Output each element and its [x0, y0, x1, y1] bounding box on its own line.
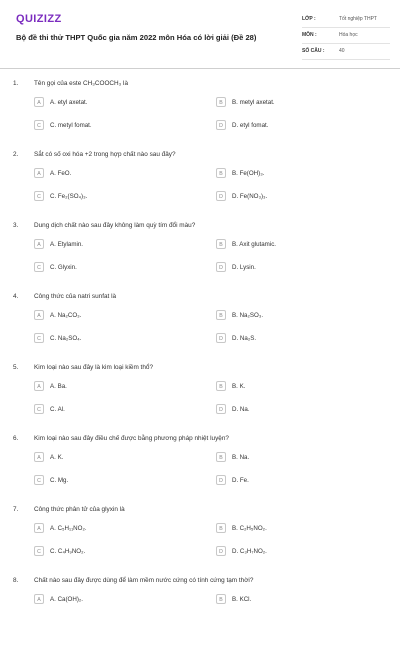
question-number: 2.	[13, 151, 19, 158]
option-text: C. Glyxin.	[50, 264, 77, 271]
question-number: 4.	[13, 293, 19, 300]
option-text: A. C₅H₁₁NO₂.	[50, 525, 87, 532]
option-letter-badge: A	[34, 594, 44, 604]
question-6	[0, 435, 400, 506]
option-letter-badge: A	[34, 523, 44, 533]
option-text: A. Na₂CO₃.	[50, 312, 82, 319]
meta-value: Tốt nghiệp THPT	[339, 16, 377, 22]
option-text: B. Na₂SO₃.	[232, 312, 264, 319]
option-b[interactable]	[216, 523, 376, 534]
option-text: B. C₂H₅NO₂.	[232, 525, 267, 532]
option-letter-badge: B	[216, 523, 226, 533]
question-text: Tên gọi của este CH₃COOCH₃ là	[34, 80, 128, 87]
option-c[interactable]	[34, 262, 194, 273]
option-text: B. K.	[232, 383, 246, 390]
question-text: Công thức phân tử của glyxin là	[34, 506, 125, 513]
option-text: B. Axit glutamic.	[232, 241, 277, 248]
option-a[interactable]	[34, 97, 194, 108]
question-7	[0, 506, 400, 577]
option-letter-badge: B	[216, 594, 226, 604]
option-text: B. KCl.	[232, 596, 252, 603]
worksheet-title: Bộ đề thi thử THPT Quốc gia năm 2022 môn Hóa có lời giải (Đề 28)	[16, 33, 257, 42]
option-b[interactable]	[216, 97, 376, 108]
option-d[interactable]	[216, 262, 376, 273]
meta-value: Hóa học	[339, 32, 358, 38]
question-8	[0, 577, 400, 648]
option-letter-badge: D	[216, 333, 226, 343]
question-text: Dung dịch chất nào sau đây không làm quỳ tím đổi màu?	[34, 222, 196, 229]
option-text: D. Lysin.	[232, 264, 256, 271]
option-d[interactable]	[216, 475, 376, 486]
option-letter-badge: A	[34, 452, 44, 462]
question-text: Sắt có số oxi hóa +2 trong hợp chất nào sau đây?	[34, 151, 176, 158]
option-a[interactable]	[34, 523, 194, 534]
meta-key: LỚP :	[302, 16, 316, 22]
worksheet-header	[0, 0, 400, 69]
option-text: C. Al.	[50, 406, 65, 413]
option-a[interactable]	[34, 381, 194, 392]
option-text: A. Ba.	[50, 383, 67, 390]
option-letter-badge: A	[34, 310, 44, 320]
option-text: D. Na.	[232, 406, 250, 413]
option-c[interactable]	[34, 475, 194, 486]
option-d[interactable]	[216, 404, 376, 415]
question-number: 8.	[13, 577, 19, 584]
option-text: A. K.	[50, 454, 64, 461]
option-d[interactable]	[216, 191, 376, 202]
option-a[interactable]	[34, 452, 194, 463]
option-d[interactable]	[216, 546, 376, 557]
option-c[interactable]	[34, 120, 194, 131]
option-letter-badge: B	[216, 452, 226, 462]
option-c[interactable]	[34, 546, 194, 557]
option-b[interactable]	[216, 381, 376, 392]
option-letter-badge: B	[216, 239, 226, 249]
meta-row-question-count	[302, 44, 390, 60]
option-letter-badge: A	[34, 381, 44, 391]
quizizz-logo: QUIZIZZ	[16, 13, 62, 25]
question-number: 1.	[13, 80, 19, 87]
question-number: 5.	[13, 364, 19, 371]
question-4	[0, 293, 400, 364]
option-text: D. C₃H₇NO₂.	[232, 548, 267, 555]
question-text: Công thức của natri sunfat là	[34, 293, 117, 300]
option-text: C. metyl fomat.	[50, 122, 92, 129]
meta-row-class	[302, 12, 390, 28]
question-2	[0, 151, 400, 222]
option-b[interactable]	[216, 452, 376, 463]
meta-row-subject	[302, 28, 390, 44]
option-letter-badge: C	[34, 546, 44, 556]
question-3	[0, 222, 400, 293]
option-letter-badge: A	[34, 97, 44, 107]
option-text: A. FeO.	[50, 170, 72, 177]
option-letter-badge: B	[216, 168, 226, 178]
question-number: 7.	[13, 506, 19, 513]
option-c[interactable]	[34, 191, 194, 202]
option-b[interactable]	[216, 168, 376, 179]
meta-key: MÔN :	[302, 32, 317, 38]
question-number: 3.	[13, 222, 19, 229]
meta-key: SỐ CÂU :	[302, 48, 325, 54]
option-d[interactable]	[216, 120, 376, 131]
option-text: D. etyl fomat.	[232, 122, 269, 129]
worksheet-meta	[302, 12, 390, 60]
option-letter-badge: C	[34, 191, 44, 201]
option-letter-badge: D	[216, 120, 226, 130]
option-b[interactable]	[216, 239, 376, 250]
option-letter-badge: C	[34, 120, 44, 130]
option-c[interactable]	[34, 404, 194, 415]
option-text: A. etyl axetat.	[50, 99, 88, 106]
option-text: B. metyl axetat.	[232, 99, 275, 106]
option-text: C. Fe₂(SO₄)₃.	[50, 193, 88, 200]
option-letter-badge: C	[34, 333, 44, 343]
question-text: Kim loại nào sau đây điều chế được bằng phương pháp nhiệt luyện?	[34, 435, 229, 442]
option-letter-badge: C	[34, 475, 44, 485]
option-c[interactable]	[34, 333, 194, 344]
option-letter-badge: D	[216, 262, 226, 272]
option-letter-badge: D	[216, 546, 226, 556]
option-letter-badge: D	[216, 475, 226, 485]
question-1	[0, 80, 400, 151]
option-text: B. Na.	[232, 454, 250, 461]
option-letter-badge: B	[216, 97, 226, 107]
question-number: 6.	[13, 435, 19, 442]
option-text: D. Fe(NO₃)₃.	[232, 193, 268, 200]
option-a[interactable]	[34, 239, 194, 250]
option-letter-badge: B	[216, 381, 226, 391]
option-b[interactable]	[216, 310, 376, 321]
option-text: C. Mg.	[50, 477, 69, 484]
option-letter-badge: A	[34, 168, 44, 178]
question-list	[0, 80, 400, 648]
option-text: A. Ca(OH)₂.	[50, 596, 83, 603]
option-text: B. Fe(OH)₃.	[232, 170, 265, 177]
question-5	[0, 364, 400, 435]
option-text: C. Na₂SO₄.	[50, 335, 82, 342]
option-a[interactable]	[34, 168, 194, 179]
option-text: A. Etylamin.	[50, 241, 84, 248]
option-text: D. Fe.	[232, 477, 249, 484]
option-letter-badge: D	[216, 191, 226, 201]
option-letter-badge: A	[34, 239, 44, 249]
option-text: D. Na₂S.	[232, 335, 257, 342]
meta-value: 40	[339, 48, 345, 54]
option-a[interactable]	[34, 310, 194, 321]
question-text: Kim loại nào sau đây là kim loại kiềm thổ?	[34, 364, 153, 371]
option-text: C. C₄H₉NO₂.	[50, 548, 86, 555]
question-text: Chất nào sau đây được dùng để làm mềm nước cứng có tính cứng tạm thời?	[34, 577, 254, 584]
option-letter-badge: B	[216, 310, 226, 320]
option-letter-badge: C	[34, 404, 44, 414]
option-letter-badge: C	[34, 262, 44, 272]
option-letter-badge: D	[216, 404, 226, 414]
option-d[interactable]	[216, 333, 376, 344]
